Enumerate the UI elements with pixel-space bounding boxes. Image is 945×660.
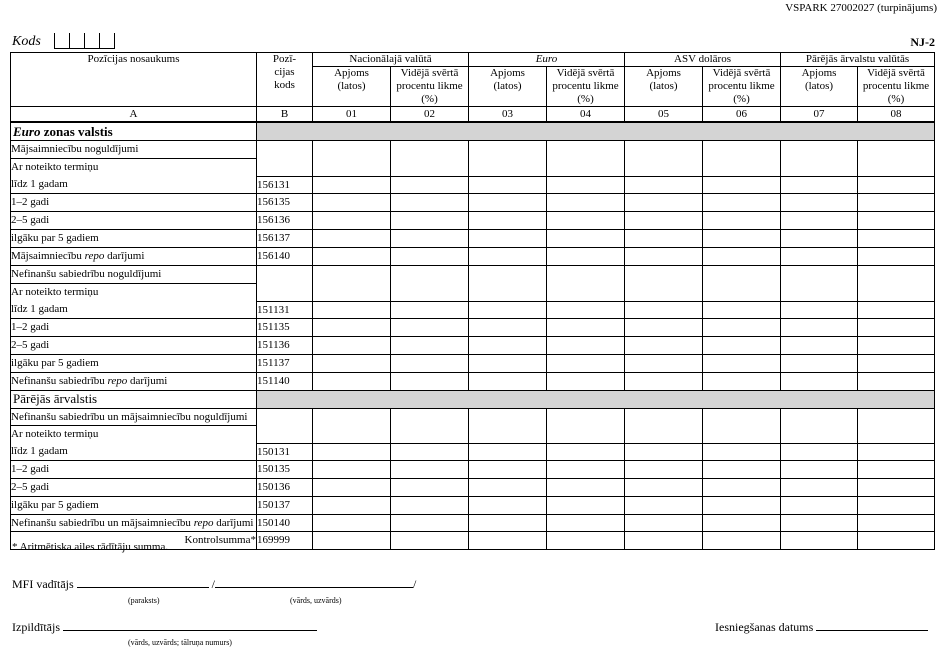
col-letter: 08 <box>858 107 935 123</box>
data-cell[interactable] <box>469 230 547 248</box>
data-cell[interactable] <box>391 373 469 391</box>
data-cell[interactable] <box>858 230 935 248</box>
data-cell[interactable] <box>313 212 391 230</box>
section-other-countries <box>11 391 935 409</box>
row-code: 156136 <box>257 212 313 230</box>
table-row <box>11 355 935 373</box>
data-cell[interactable] <box>625 141 703 177</box>
kods-label: Kods <box>12 34 41 49</box>
table-row <box>11 194 935 212</box>
section-fill <box>257 122 935 141</box>
data-cell[interactable] <box>703 337 781 355</box>
table-row <box>11 479 935 497</box>
sub-amount: Apjoms (latos) <box>625 67 703 107</box>
column-letters-row <box>11 107 935 123</box>
data-cell[interactable] <box>625 373 703 391</box>
data-cell[interactable] <box>469 337 547 355</box>
data-cell[interactable] <box>858 266 935 302</box>
data-cell[interactable] <box>703 230 781 248</box>
col-letter: A <box>11 107 257 123</box>
data-cell[interactable] <box>313 176 391 194</box>
submission-date-line <box>715 620 928 635</box>
row-label: 1–2 gadi <box>11 461 257 479</box>
data-cell[interactable] <box>858 443 935 461</box>
mfi-head-line: MFI vadītājs / / <box>12 577 417 591</box>
data-cell[interactable] <box>781 337 858 355</box>
data-cell[interactable] <box>313 515 391 532</box>
section-title-other-countries: Pārējās ārvalstis <box>11 391 257 409</box>
data-cell[interactable] <box>391 319 469 337</box>
col-group-usd: ASV dolāros <box>625 53 781 67</box>
data-cell[interactable] <box>547 194 625 212</box>
row-with-term: Ar noteikto termiņu <box>11 426 257 444</box>
data-cell[interactable] <box>313 409 391 444</box>
data-cell[interactable] <box>547 461 625 479</box>
data-cell[interactable] <box>391 532 469 550</box>
data-cell[interactable] <box>625 212 703 230</box>
col-letter: 02 <box>391 107 469 123</box>
data-cell[interactable] <box>469 301 547 319</box>
data-cell[interactable] <box>703 176 781 194</box>
data-cell[interactable] <box>781 266 858 302</box>
data-cell[interactable] <box>469 443 547 461</box>
row-code: 156137 <box>257 230 313 248</box>
data-cell[interactable] <box>469 176 547 194</box>
data-cell[interactable] <box>858 479 935 497</box>
data-cell[interactable] <box>547 443 625 461</box>
executor-caption: (vārds, uzvārds; tālruņa numurs) <box>128 638 232 647</box>
data-cell[interactable] <box>858 212 935 230</box>
data-cell[interactable] <box>858 337 935 355</box>
data-cell[interactable] <box>391 194 469 212</box>
table-row <box>11 248 935 266</box>
row-households: Mājsaimniecību noguldījumi <box>11 141 257 159</box>
name-field[interactable] <box>215 587 413 588</box>
data-cell[interactable] <box>469 355 547 373</box>
checksum-label: Kontrolsumma* <box>11 532 257 550</box>
data-cell[interactable] <box>391 230 469 248</box>
data-cell[interactable] <box>858 515 935 532</box>
data-cell[interactable] <box>625 230 703 248</box>
sub-rate: Vidējā svērtā procentu likme (%) <box>703 67 781 107</box>
data-cell[interactable] <box>781 373 858 391</box>
data-cell[interactable] <box>391 479 469 497</box>
data-cell[interactable] <box>781 355 858 373</box>
data-cell[interactable] <box>858 461 935 479</box>
data-cell[interactable] <box>781 212 858 230</box>
data-cell[interactable] <box>469 409 547 444</box>
data-cell[interactable] <box>858 301 935 319</box>
row-label: 1–2 gadi <box>11 319 257 337</box>
data-cell[interactable] <box>625 443 703 461</box>
sub-rate: Vidējā svērtā procentu likme (%) <box>547 67 625 107</box>
sub-amount: Apjoms (latos) <box>469 67 547 107</box>
data-cell[interactable] <box>391 301 469 319</box>
data-cell[interactable] <box>781 532 858 550</box>
data-cell[interactable] <box>391 409 469 444</box>
data-cell[interactable] <box>781 230 858 248</box>
table-row <box>11 266 935 284</box>
data-cell[interactable] <box>547 248 625 266</box>
data-cell[interactable] <box>391 443 469 461</box>
data-cell[interactable] <box>781 461 858 479</box>
row-nonfin: Nefinanšu sabiedrību noguldījumi <box>11 266 257 284</box>
data-cell[interactable] <box>703 194 781 212</box>
data-cell[interactable] <box>625 479 703 497</box>
section-fill <box>257 391 935 409</box>
executor-line <box>12 620 317 635</box>
table-row <box>11 176 935 194</box>
table-row <box>11 443 935 461</box>
data-cell[interactable] <box>625 248 703 266</box>
row-label: līdz 1 gadam <box>11 176 257 194</box>
data-cell[interactable] <box>703 515 781 532</box>
data-cell[interactable] <box>391 176 469 194</box>
data-cell[interactable] <box>547 355 625 373</box>
section-title-euro-zone: Euro zonas valstis <box>11 122 257 141</box>
data-cell[interactable] <box>469 497 547 515</box>
table-row <box>11 373 935 391</box>
data-cell[interactable] <box>313 248 391 266</box>
row-label: 1–2 gadi <box>11 194 257 212</box>
row-label: 2–5 gadi <box>11 337 257 355</box>
data-cell[interactable] <box>547 479 625 497</box>
data-cell[interactable] <box>703 212 781 230</box>
data-cell[interactable] <box>469 266 547 302</box>
executor-label: Izpildītājs <box>12 620 60 634</box>
data-cell[interactable] <box>625 266 703 302</box>
row-code: 156140 <box>257 248 313 266</box>
footnote: * Aritmētiska ailes rādītāju summa. <box>12 541 169 553</box>
data-cell[interactable] <box>703 373 781 391</box>
row-nonfin-repo: Nefinanšu sabiedrību repo darījumi <box>11 373 257 391</box>
data-cell[interactable] <box>547 497 625 515</box>
kods-box-1[interactable] <box>54 33 69 49</box>
data-cell[interactable] <box>858 355 935 373</box>
row-code: 150140 <box>257 515 313 532</box>
data-cell[interactable] <box>858 497 935 515</box>
data-cell[interactable] <box>858 409 935 444</box>
row-code: 151136 <box>257 337 313 355</box>
data-cell[interactable] <box>391 497 469 515</box>
row-code: 150137 <box>257 497 313 515</box>
data-cell[interactable] <box>469 461 547 479</box>
row-label: 2–5 gadi <box>11 212 257 230</box>
col-letter: 06 <box>703 107 781 123</box>
row-label: līdz 1 gadam <box>11 301 257 319</box>
data-cell[interactable] <box>313 319 391 337</box>
data-cell[interactable] <box>313 532 391 550</box>
data-cell[interactable] <box>547 319 625 337</box>
data-cell[interactable] <box>625 515 703 532</box>
row-label: ilgāku par 5 gadiem <box>11 497 257 515</box>
col-header-name: Pozīcijas nosaukums <box>11 53 257 107</box>
kods-box-4[interactable] <box>99 33 115 49</box>
submission-date-field[interactable] <box>816 630 928 631</box>
data-cell[interactable] <box>858 141 935 177</box>
data-cell[interactable] <box>313 266 391 302</box>
data-cell[interactable] <box>391 212 469 230</box>
col-group-national: Nacionālajā valūtā <box>313 53 469 67</box>
data-cell[interactable] <box>781 248 858 266</box>
table-row <box>11 301 935 319</box>
data-cell[interactable] <box>703 461 781 479</box>
section-euro-zone <box>11 122 935 141</box>
row-label: līdz 1 gadam <box>11 443 257 461</box>
col-letter: 01 <box>313 107 391 123</box>
data-cell[interactable] <box>313 230 391 248</box>
row-with-term: Ar noteikto termiņu <box>11 159 257 177</box>
checksum-code: 169999 <box>257 532 313 550</box>
row-code: 150135 <box>257 461 313 479</box>
form-code: NJ-2 <box>910 35 935 49</box>
data-cell[interactable] <box>547 373 625 391</box>
report-table <box>10 52 935 550</box>
data-cell[interactable] <box>313 337 391 355</box>
data-cell[interactable] <box>391 141 469 177</box>
data-cell[interactable] <box>547 515 625 532</box>
data-cell[interactable] <box>391 266 469 302</box>
data-cell[interactable] <box>547 176 625 194</box>
data-cell[interactable] <box>781 497 858 515</box>
data-cell[interactable] <box>625 355 703 373</box>
col-letter: 07 <box>781 107 858 123</box>
data-cell[interactable] <box>625 532 703 550</box>
data-cell[interactable] <box>781 301 858 319</box>
data-cell[interactable] <box>703 479 781 497</box>
col-letter: B <box>257 107 313 123</box>
data-cell[interactable] <box>625 337 703 355</box>
row-code: 150131 <box>257 443 313 461</box>
data-cell[interactable] <box>781 479 858 497</box>
data-cell[interactable] <box>703 355 781 373</box>
data-cell[interactable] <box>858 373 935 391</box>
data-cell[interactable] <box>313 194 391 212</box>
data-cell[interactable] <box>469 479 547 497</box>
data-cell[interactable] <box>547 141 625 177</box>
data-cell[interactable] <box>703 497 781 515</box>
data-cell[interactable] <box>703 141 781 177</box>
data-cell[interactable] <box>703 443 781 461</box>
table-row <box>11 337 935 355</box>
data-cell[interactable] <box>858 194 935 212</box>
data-cell[interactable] <box>313 461 391 479</box>
data-cell[interactable] <box>625 319 703 337</box>
row-code: 156135 <box>257 194 313 212</box>
data-cell[interactable] <box>313 355 391 373</box>
row-code: 156131 <box>257 176 313 194</box>
row-code: 151140 <box>257 373 313 391</box>
col-letter: 04 <box>547 107 625 123</box>
sub-rate: Vidējā svērtā procentu likme (%) <box>858 67 935 107</box>
data-cell[interactable] <box>469 248 547 266</box>
kods-input-boxes[interactable] <box>54 33 115 49</box>
data-cell[interactable] <box>858 248 935 266</box>
table-row <box>11 515 935 532</box>
sub-amount: Apjoms (latos) <box>781 67 858 107</box>
table-row <box>11 230 935 248</box>
data-cell[interactable] <box>781 319 858 337</box>
data-cell[interactable] <box>858 319 935 337</box>
row-code: 151135 <box>257 319 313 337</box>
data-cell[interactable] <box>781 443 858 461</box>
data-cell[interactable] <box>625 176 703 194</box>
row-combined-repo: Nefinanšu sabiedrību un mājsaimniecību repo darījumi <box>11 515 257 532</box>
data-cell[interactable] <box>703 409 781 444</box>
data-cell[interactable] <box>469 373 547 391</box>
data-cell[interactable] <box>313 301 391 319</box>
data-cell[interactable] <box>313 443 391 461</box>
data-cell[interactable] <box>469 194 547 212</box>
data-cell[interactable] <box>391 355 469 373</box>
table-row <box>11 497 935 515</box>
data-cell[interactable] <box>547 301 625 319</box>
data-cell[interactable] <box>703 532 781 550</box>
data-cell[interactable] <box>391 515 469 532</box>
data-cell[interactable] <box>469 212 547 230</box>
data-cell[interactable] <box>547 532 625 550</box>
data-cell[interactable] <box>625 194 703 212</box>
col-group-other: Pārējās ārvalstu valūtās <box>781 53 935 67</box>
data-cell[interactable] <box>313 497 391 515</box>
table-row <box>11 461 935 479</box>
data-cell[interactable] <box>469 319 547 337</box>
data-cell[interactable] <box>547 409 625 444</box>
data-cell[interactable] <box>858 532 935 550</box>
data-cell[interactable] <box>703 301 781 319</box>
data-cell[interactable] <box>703 319 781 337</box>
col-letter: 03 <box>469 107 547 123</box>
kods-box-2[interactable] <box>69 33 84 49</box>
data-cell[interactable] <box>781 409 858 444</box>
table-row <box>11 141 935 159</box>
col-header-code: Pozī- cijas kods <box>257 53 313 107</box>
data-cell[interactable] <box>625 497 703 515</box>
data-cell[interactable] <box>703 266 781 302</box>
data-cell[interactable] <box>313 479 391 497</box>
sub-amount: Apjoms (latos) <box>313 67 391 107</box>
data-cell[interactable] <box>625 461 703 479</box>
row-code: 151131 <box>257 301 313 319</box>
signature-field[interactable] <box>77 587 209 588</box>
data-cell[interactable] <box>781 176 858 194</box>
data-cell[interactable] <box>858 176 935 194</box>
row-code: 151137 <box>257 355 313 373</box>
row-combined: Nefinanšu sabiedrību un mājsaimniecību noguldījumi <box>11 409 257 426</box>
signature-caption: (paraksts) <box>128 596 160 605</box>
data-cell[interactable] <box>469 515 547 532</box>
table-row <box>11 409 935 426</box>
mfi-head-label: MFI vadītājs <box>12 577 74 591</box>
row-with-term: Ar noteikto termiņu <box>11 284 257 302</box>
data-cell[interactable] <box>391 337 469 355</box>
data-cell[interactable] <box>703 248 781 266</box>
sub-rate: Vidējā svērtā procentu likme (%) <box>391 67 469 107</box>
data-cell[interactable] <box>781 194 858 212</box>
row-label: ilgāku par 5 gadiem <box>11 355 257 373</box>
row-label: 2–5 gadi <box>11 479 257 497</box>
row-label: ilgāku par 5 gadiem <box>11 230 257 248</box>
data-cell[interactable] <box>781 141 858 177</box>
data-cell[interactable] <box>781 515 858 532</box>
data-cell[interactable] <box>391 248 469 266</box>
row-households-repo: Mājsaimniecību repo darījumi <box>11 248 257 266</box>
data-cell[interactable] <box>313 373 391 391</box>
header-row-groups <box>11 53 935 67</box>
data-cell[interactable] <box>625 409 703 444</box>
data-cell[interactable] <box>547 337 625 355</box>
row-code: 150136 <box>257 479 313 497</box>
data-cell[interactable] <box>469 141 547 177</box>
form-reference: VSPARK 27002027 (turpinājums) <box>785 2 937 14</box>
name-caption: (vārds, uzvārds) <box>290 596 342 605</box>
submission-date-label: Iesniegšanas datums <box>715 620 814 634</box>
col-letter: 05 <box>625 107 703 123</box>
executor-field[interactable] <box>63 630 317 631</box>
data-cell[interactable] <box>625 301 703 319</box>
table-row <box>11 319 935 337</box>
data-cell[interactable] <box>547 266 625 302</box>
kods-box-3[interactable] <box>84 33 99 49</box>
col-group-euro: Euro <box>469 53 625 67</box>
data-cell[interactable] <box>547 212 625 230</box>
data-cell[interactable] <box>313 141 391 177</box>
table-row <box>11 212 935 230</box>
data-cell[interactable] <box>547 230 625 248</box>
data-cell[interactable] <box>391 461 469 479</box>
data-cell[interactable] <box>469 532 547 550</box>
